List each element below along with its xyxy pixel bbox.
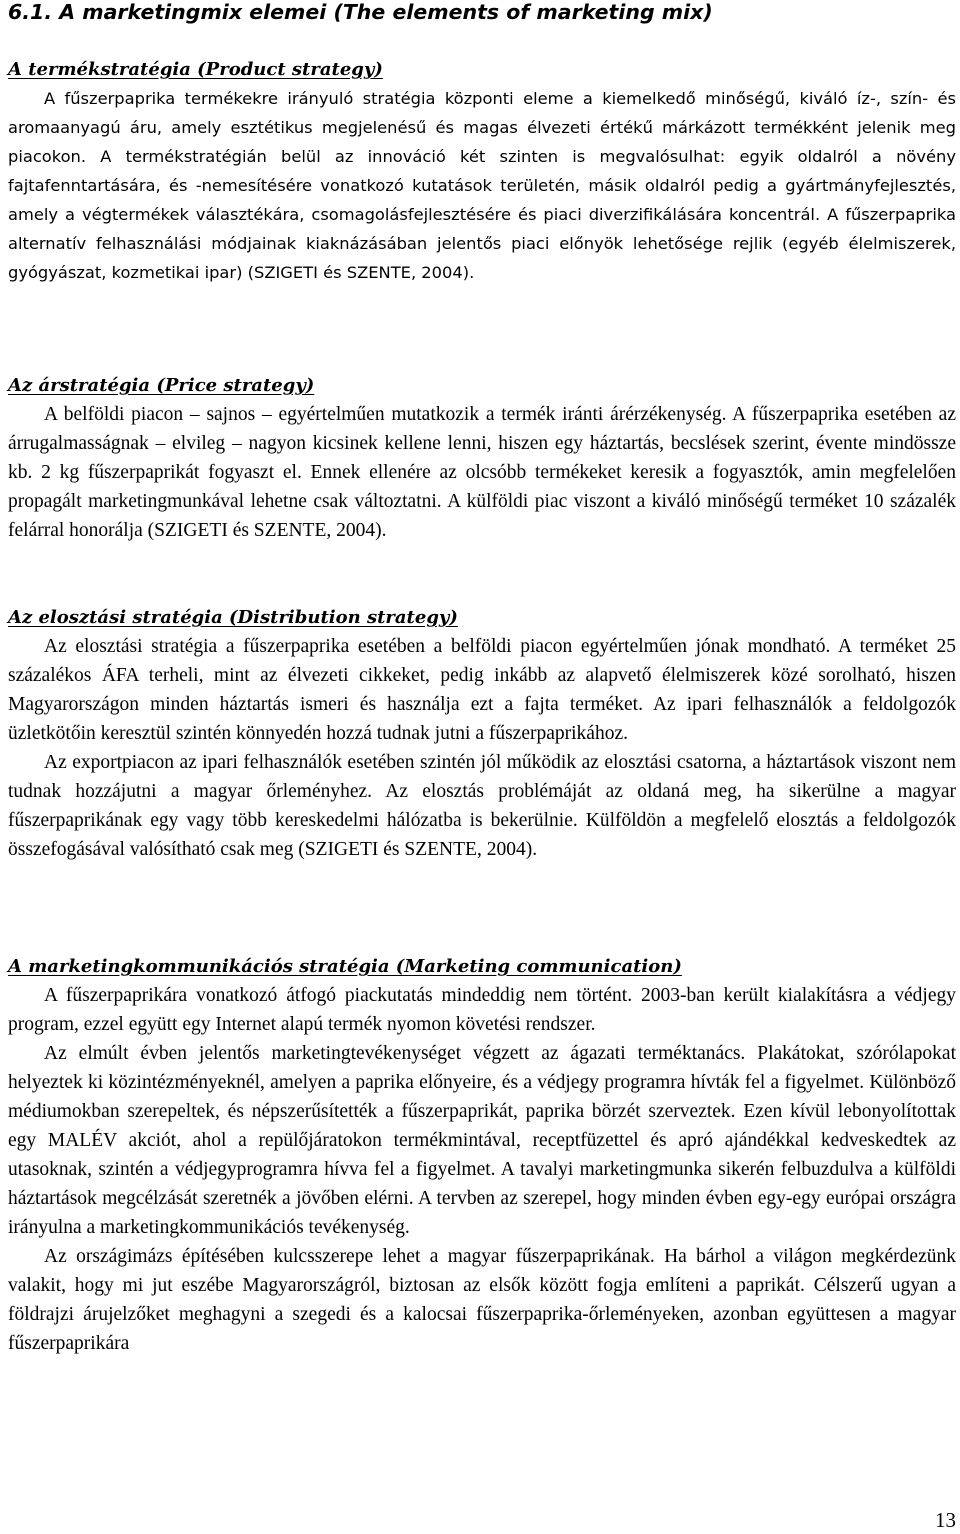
- body-paragraph: Az exportpiacon az ipari felhasználók esetében szintén jól működik az elosztási csatorna, a háztartások viszont nem tudnak hozzájutni a magyar őrleményhez. Az elosztás problémáját az oldaná meg, ha sikerülne a magyar fűszerpaprikának egy vagy több kereskedelmi hálózatba is bekerülnie. Külföldön a megfelelő elosztás a feldolgozók összefogásával valósítható csak meg (SZIGETI és SZENTE, 2004).: [8, 752, 956, 860]
- section-price-strategy: [8, 371, 956, 545]
- subsection-title: Az elosztási stratégia (Distribution strategy): [8, 607, 458, 628]
- body-paragraph: A belföldi piacon – sajnos – egyértelműen mutatkozik a termék iránti árérzékenység. A fűszerpaprika esetében az árrugalmasságnak – elvileg – nagyon kicsinek kellene lenni, hiszen egy háztartás, becslések szerint, évente mindössze kb. 2 kg fűszerpaprikát fogyaszt el. Ennek ellenére az olcsóbb termékeket keresik a fogyasztók, amin megfelelően propagált marketingmunkával lehetne csak változtatni. A külföldi piac viszont a kiváló minőségű terméket 10 százalék felárral honorálja (SZIGETI és SZENTE, 2004).: [8, 404, 956, 541]
- body-paragraph: A fűszerpaprika termékekre irányuló stratégia központi eleme a kiemelkedő minőségű, kiváló íz-, szín- és aromaanyagú áru, amely esztétikus megjelenésű és magas élvezeti értékű márkázott termékként jelenik meg piacokon. A termékstratégián belül az innováció két szinten is megvalósulhat: egyik oldalról a növény fajtafenntartására, és -nemesítésére vonatkozó kutatások területén, másik oldalról pedig a gyártmányfejlesztés, amely a végtermékek választékára, csomagolásfejlesztésére és piaci diverzifikálására koncentrál. A fűszerpaprika alternatív felhasználási módjainak kiaknázásában jelentős piaci előnyök lehetősége rejlik (egyéb élelmiszerek, gyógyászat, kozmetikai ipar) (SZIGETI és SZENTE, 2004).: [8, 89, 956, 282]
- body-paragraph: Az országimázs építésében kulcsszerepe lehet a magyar fűszerpaprikának. Ha bárhol a világon megkérdezünk valakit, hogy mi jut eszébe Magyarországról, biztosan az elsők között fogja említeni a paprikát. Célszerű ugyan a földrajzi árujelzőket meghagyni a szegedi és a kalocsai fűszerpaprika-őrleményeken, azonban együttesen a magyar fűszerpaprikára: [8, 1246, 956, 1354]
- body-paragraph: Az elosztási stratégia a fűszerpaprika esetében a belföldi piacon egyértelműen jónak mondható. A terméket 25 százalékos ÁFA terheli, mint az élvezeti cikkeket, pedig inkább az alapvető élelmiszerek közé sorolható, hiszen Magyarországon minden háztartás ismeri és használja ezt a fajta terméket. Az ipari felhasználók a feldolgozók üzletkötőin keresztül szintén könnyedén hozzá tudnak jutni a fűszerpaprikához.: [8, 636, 956, 744]
- body-paragraph: Az elmúlt évben jelentős marketingtevékenységet végzett az ágazati terméktanács. Plakátokat, szórólapokat helyeztek ki közintézményeknél, amelyen a paprika előnyeire, és a védjegy programra hívták fel a figyelmet. Különböző médiumokban szerepeltek, és népszerűsítették a fűszerpaprikát, paprika börzét szerveztek. Ezen kívül lebonyolítottak egy MALÉV akciót, ahol a repülőjáratokon termékmintával, receptfüzettel és apró ajándékkal kedveskedtek az utasoknak, szintén a védjegyprogramra hívva fel a figyelmet. A tavalyi marketingmunka sikerén felbuzdulva a külföldi háztartások megcélzását szeretnék a jövőben elérni. A tervben az szerepel, hogy minden évben egy-egy európai országra irányulna a marketingkommunikációs tevékenység.: [8, 1043, 956, 1238]
- subsection-title: A termékstratégia (Product strategy): [8, 59, 383, 80]
- body-paragraph: A fűszerpaprikára vonatkozó átfogó piackutatás mindeddig nem történt. 2003-ban került kialakításra a védjegy program, ezzel együtt egy Internet alapú termék nyomon követési rendszer.: [8, 985, 956, 1035]
- section-heading: 6.1. A marketingmix elemei (The elements of marketing mix): [8, 0, 713, 24]
- section-marketing-communication: [8, 952, 956, 1358]
- subsection-title: A marketingkommunikációs stratégia (Marketing communication): [8, 956, 682, 977]
- section-product-strategy: [8, 55, 956, 287]
- page-number: 13: [935, 1508, 956, 1532]
- section-distribution-strategy: [8, 603, 956, 864]
- subsection-title: Az árstratégia (Price strategy): [8, 375, 315, 396]
